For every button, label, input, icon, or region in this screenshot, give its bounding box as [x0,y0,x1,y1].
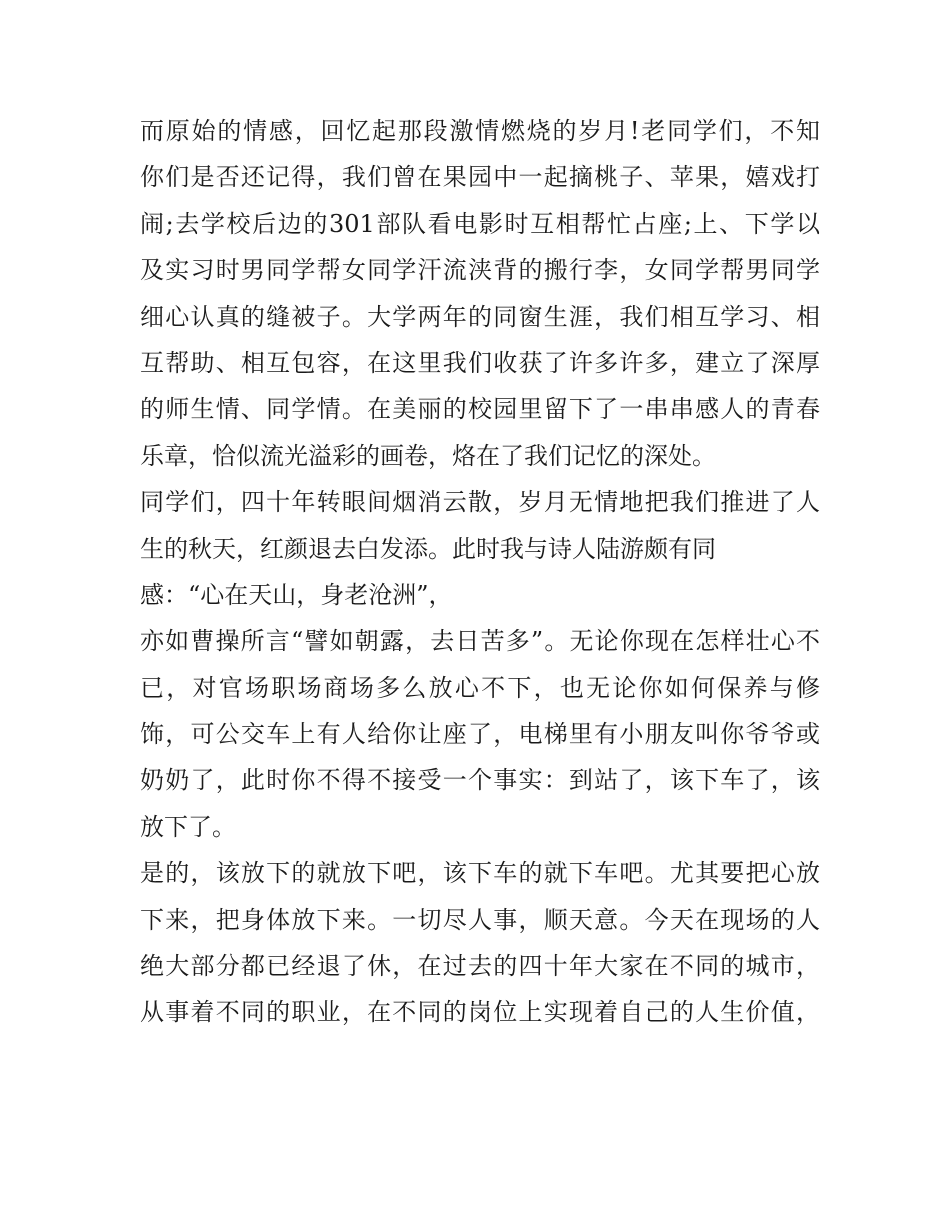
text-line: 而原始的情感，回忆起那段激情燃烧的岁月!老同学们，不知 [140,117,820,145]
text-line: 从事着不同的职业，在不同的岗位上实现着自己的人生价值， [140,998,820,1027]
text-line: 下来，把身体放下来。一切尽人事，顺天意。今天在现场的人 [140,905,820,934]
text-line: 闹;去学校后边的301部队看电影时互相帮忙占座;上、下学以 [140,209,820,238]
text-line: 绝大部分都已经退了休，在过去的四十年大家在不同的城市， [140,952,820,981]
text-line: 及实习时男同学帮女同学汗流浃背的搬行李，女同学帮男同学 [140,256,820,285]
text-line: 放下了。 [140,812,236,841]
text-line: 同学们，四十年转眼间烟消云散，岁月无情地把我们推进了人 [140,488,820,517]
text-line: 亦如曹操所言“譬如朝露，去日苦多”。无论你现在怎样壮心不 [140,627,820,656]
text-line: 生的秋天，红颜退去白发添。此时我与诗人陆游颇有同 [140,534,716,563]
text-line: 细心认真的缝被子。大学两年的同窗生涯，我们相互学习、相 [140,302,820,331]
text-line: 互帮助、相互包容，在这里我们收获了许多许多，建立了深厚 [140,348,820,377]
text-line: 饰，可公交车上有人给你让座了，电梯里有小朋友叫你爷爷或 [140,720,820,749]
text-line: 乐章，恰似流光溢彩的画卷，烙在了我们记忆的深处。 [140,441,716,470]
document-body [140,108,820,1036]
text-line: 已，对官场职场商场多么放心不下，也无论你如何保养与修 [140,673,820,702]
text-line: 的师生情、同学情。在美丽的校园里留下了一串串感人的青春 [140,395,820,424]
text-line: 奶奶了，此时你不得不接受一个事实：到站了，该下车了，该 [140,766,820,795]
text-line: 感：“心在天山，身老沧洲”， [140,580,453,609]
text-line: 是的，该放下的就放下吧，该下车的就下车吧。尤其要把心放 [140,859,820,888]
text-line: 你们是否还记得，我们曾在果园中一起摘桃子、苹果，嬉戏打 [140,163,820,192]
